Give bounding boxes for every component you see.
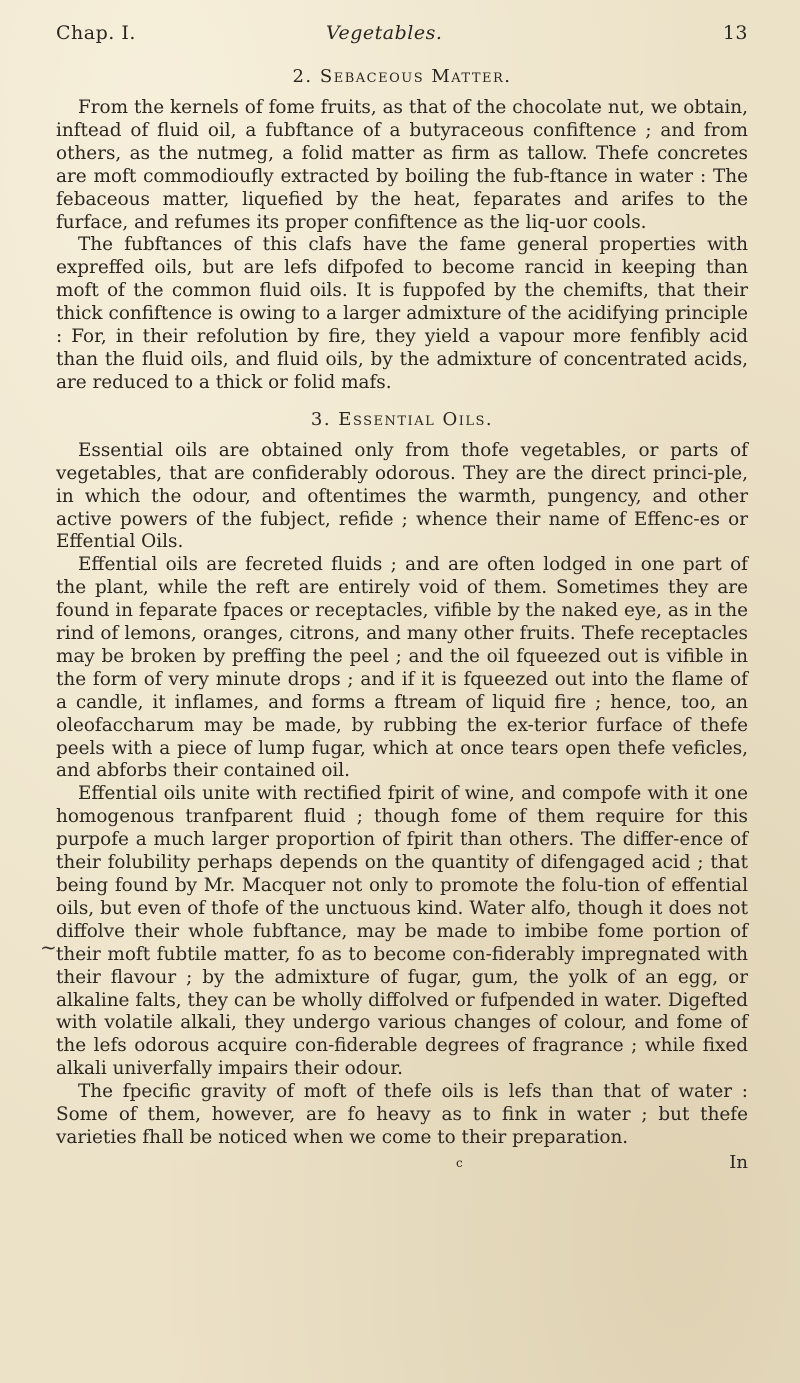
section-heading: 3. Essential Oils. (310, 408, 494, 430)
running-head (56, 22, 748, 52)
paragraph: Effential oils are fecreted fluids ; and are often lodged in one part of the plant, while the reft are entirely void of them. Sometimes they are found in feparate fpaces or receptacles, vifible by the naked eye, as in the rind of lemons, oranges, citrons, and many other fruits. Thefe receptacles may be broken by preffing the peel ; and the oil fqueezed out is vifible in the form of very minute drops ; and if it is fqueezed out into the flame of a candle, it inflames, and forms a ftream of liquid fire ; hence, too, an oleofaccharum may be made, by rubbing the ex-terior furface of thefe peels with a piece of lump fugar, which at once tears open thefe veficles, and abforbs their contained oil. (56, 554, 748, 782)
paragraph: Effential oils unite with rectified fpirit of wine, and compofe with it one homogenous tranfparent fluid ; though fome of them require for this purpofe a much larger proportion of fpirit than others. The differ-ence of their folubility perhaps depends on the quantity of difengaged acid ; that being found by Mr. Macquer not only to promote the folu-tion of effential oils, but even of thofe of the unctuous kind. Water alfo, though it does not diffolve their whole fubftance, may be made to imbibe fome portion of their moft fubtile matter, fo as to become con-fiderably impregnated with their flavour ; by the admixture of fugar, gum, the yolk of an egg, or alkaline falts, they can be wholly diffolved or fufpended in water. Digefted with volatile alkali, they undergo various changes of colour, and fome of the lefs odorous acquire con-fiderable degrees of fragrance ; while fixed alkali univerfally impairs their odour. (56, 783, 748, 1080)
chapter-label: Chap. I. (56, 22, 136, 44)
catchword: In (729, 1151, 748, 1173)
section-sebaceous-matter (56, 66, 748, 395)
paragraph: The fpecific gravity of moft of thefe oils is lefs than that of water : Some of them, however, are fo heavy as to fink in water ; but thefe varieties fhall be noticed when we come to their preparation. (56, 1081, 748, 1148)
paragraph: The fubftances of this clafs have the fame general properties with expreffed oils, but are lefs difpofed to become rancid in keeping than moft of the common fluid oils. It is fuppofed by the chemifts, that their thick confiftence is owing to a larger admixture of the acidifying principle : For, in their refolution by fire, they yield a vapour more fenfibly acid than the fluid oils, and fluid oils, by the admixture of concentrated acids, are reduced to a thick or folid mafs. (56, 234, 748, 393)
section-heading: 2. Sebaceous Matter. (292, 66, 512, 87)
page-number: 13 (722, 22, 748, 44)
signature-mark: c (456, 1155, 463, 1170)
running-title: Vegetables. (326, 22, 443, 44)
margin-mark: ~ (40, 935, 57, 959)
page-footer (56, 1152, 748, 1178)
paragraph: From the kernels of fome fruits, as that of the chocolate nut, we obtain, inftead of fluid oil, a fubftance of a butyraceous confiftence ; and from others, as the nutmeg, a folid matter as firm as tallow. Thefe concretes are moft commodioufly extracted by boiling the fub-ftance in water : The febaceous matter, liquefied by the heat, feparates and arifes to the furface, and refumes its proper confiftence as the liq-uor cools. (56, 97, 748, 233)
paragraph: Essential oils are obtained only from thofe vegetables, or parts of vegetables, that are confiderably odorous. They are the direct princi-ple, in which the odour, and oftentimes the warmth, pungency, and other active powers of the fubject, refide ; whence their name of Effenc-es or Effential Oils. (56, 439, 748, 553)
section-essential-oils (56, 409, 748, 1150)
